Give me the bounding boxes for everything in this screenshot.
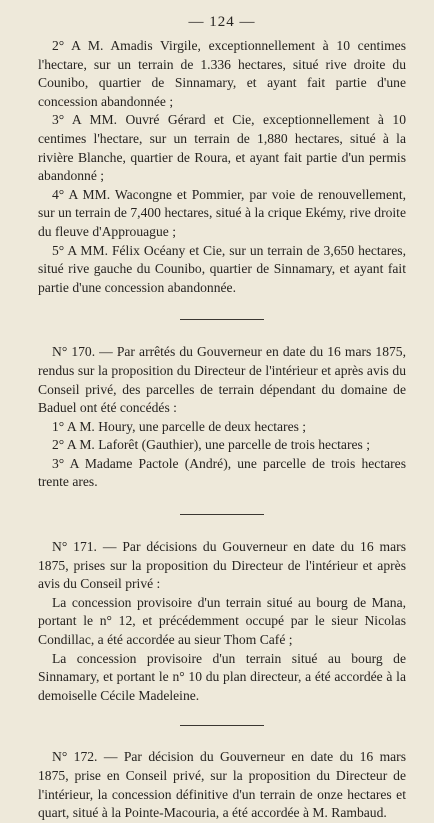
decree-172 [38, 748, 406, 822]
concession-item-4: 4° A MM. Wacongne et Pommier, par voie de renouvellement, sur un terrain de 7,400 hectares, situé à la crique Ekémy, rive droite du fleuve d'Approuague ; [38, 186, 406, 239]
decree-171-paragraph-1: La concession provisoire d'un terrain situé au bourg de Mana, portant le n° 12, et précédemment occupé par le sieur Nicolas Condillac, a été accordée au sieur Thom Café ; [38, 594, 406, 648]
section-divider [180, 725, 264, 726]
section-divider [180, 514, 264, 515]
decree-170-intro: N° 170. — Par arrêtés du Gouverneur en date du 16 mars 1875, rendus sur la proposition du Directeur de l'intérieur et après avis du Conseil privé, des parcelles de terrain dépendant du domaine de Baduel ont été concédés : [38, 344, 406, 416]
page-number: — 124 — [188, 14, 256, 30]
decree-171 [38, 538, 406, 705]
section-divider [180, 319, 264, 320]
decree-170-item-2: 2° A M. Laforêt (Gauthier), une parcelle de trois hectares ; [52, 437, 370, 453]
concession-item-2: 2° A M. Amadis Virgile, exceptionnellement à 10 centimes l'hectare, sur un terrain de 1.336 hectares, situé rive droite du Counibo, quartier de Sinnamary, et ayant fait partie d'une concession abandonnée ; [38, 38, 406, 109]
decree-170-item-3: 3° A Madame Pactole (André), une parcelle de trois hectares trente ares. [38, 455, 406, 490]
decree-170 [38, 343, 406, 492]
concession-item-3: 3° A MM. Ouvré Gérard et Cie, exceptionnellement à 10 centimes l'hectare, sur un terrain de 1,880 hectares, situé à la rivière Blanche, quartier de Roura, et ayant fait partie d'un permis abandonné ; [38, 112, 406, 184]
decree-172-text: N° 172. — Par décision du Gouverneur en date du 16 mars 1875, prise en Conseil privé, sur la proposition du Directeur de l'intérieur, la concession définitive d'un terrain de onze hectares et quart, situé à la Pointe-Macouria, a été accordée à M. Rambaud. [38, 749, 406, 821]
concession-item-5: 5° A MM. Félix Océany et Cie, sur un terrain de 3,650 hectares, situé rive gauche du Counibo, quartier de Sinnamary, et ayant fait partie d'une concession abandonnée. [38, 242, 406, 295]
concessions-list-continued [38, 37, 406, 297]
decree-171-intro: N° 171. — Par décisions du Gouverneur en date du 16 mars 1875, prises sur la proposition du Directeur de l'intérieur et après avis du Conseil privé : [38, 539, 406, 592]
decree-171-paragraph-2: La concession provisoire d'un terrain situé au bourg de Sinnamary, et portant le n° 10 du plan directeur, a été accordée à la demoiselle Cécile Madeleine. [38, 650, 406, 703]
decree-170-item-1: 1° A M. Houry, une parcelle de deux hectares ; [52, 418, 307, 434]
